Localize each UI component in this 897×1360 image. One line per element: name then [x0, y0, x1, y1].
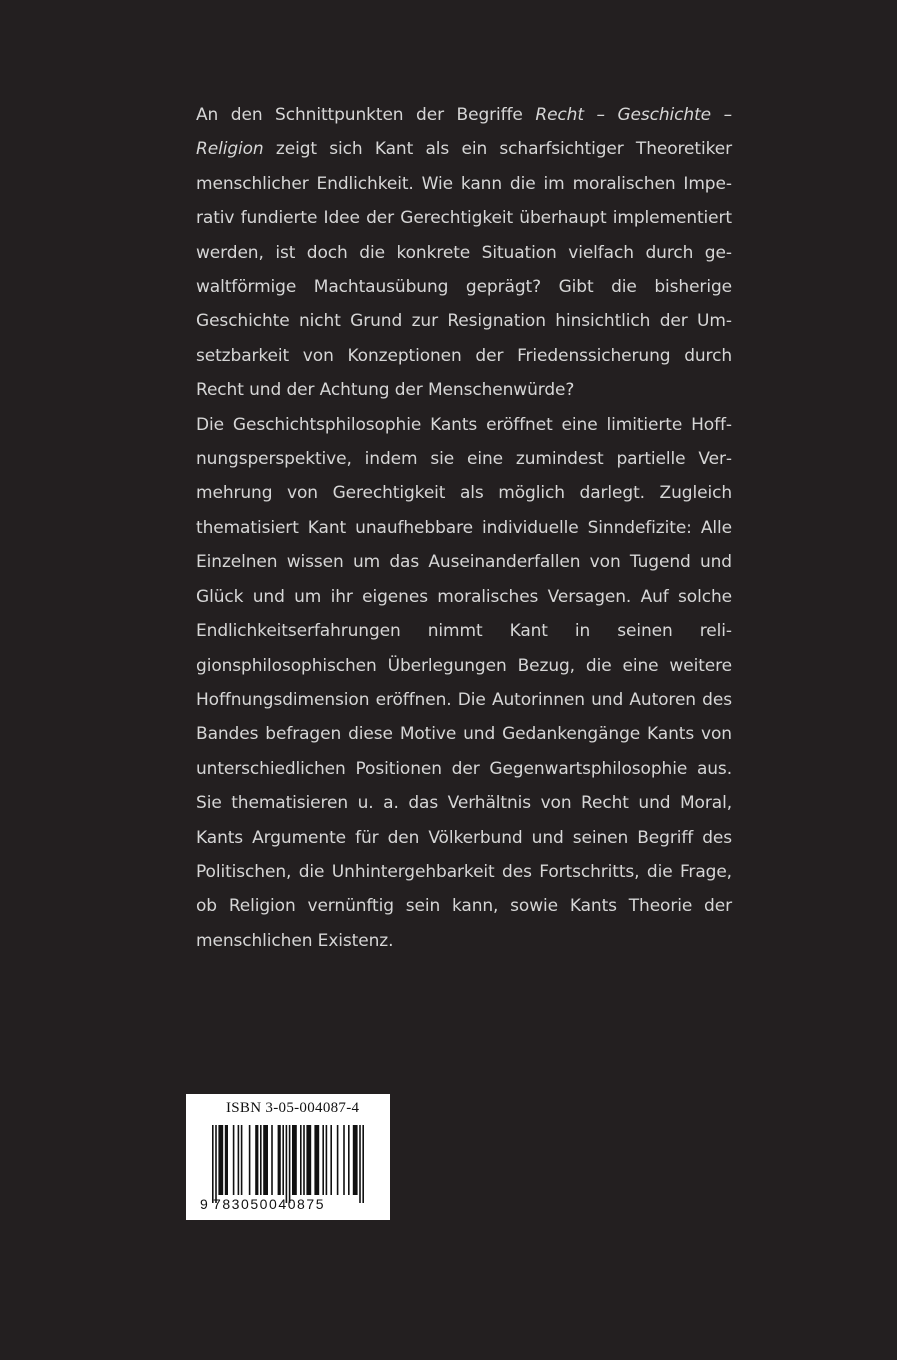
- barcode-bar: [225, 1125, 228, 1195]
- barcode-bar: [263, 1125, 268, 1195]
- barcode-bar: [322, 1125, 324, 1195]
- barcode-bar: [218, 1125, 223, 1195]
- blurb-paragraph-1-text: zeigt sich Kant als ein scharfsichtiger Theoretiker menschlicher Endlichkeit. Wie kann die im moralischen Imperativ fundierte Idee der Gerechtigkeit überhaupt implementiert werden, ist doch die konkrete Situation vielfach durch gewaltförmige Machtausübung geprägt? Gibt die bisherige Geschichte nicht Grund zur Resignation hinsichtlich der Umsetzbarkeit von Konzeptionen der Friedenssicherung durch Recht und der Achtung der Menschenwürde?: [196, 139, 732, 401]
- isbn-label: ISBN 3-05-004087-4: [226, 1100, 360, 1116]
- blurb-paragraph-1: [196, 98, 732, 408]
- ean-remaining-digits: 783050040875: [213, 1196, 326, 1212]
- barcode-bar: [249, 1125, 251, 1195]
- barcode-bar: [343, 1125, 345, 1195]
- barcode-bar: [282, 1125, 284, 1195]
- barcode-bar: [271, 1125, 273, 1195]
- blurb-intro: An den Schnittpunkten der Begriffe: [196, 105, 536, 125]
- barcode-bar: [255, 1125, 258, 1195]
- barcode-bar: [303, 1125, 305, 1195]
- ean-barcode: [212, 1125, 364, 1203]
- barcode-bar: [278, 1125, 281, 1195]
- barcode-guard-bar: [286, 1125, 288, 1203]
- ean-first-digit: 9: [200, 1196, 208, 1212]
- barcode-bar: [314, 1125, 319, 1195]
- barcode-bar: [353, 1125, 358, 1195]
- barcode-guard-bar: [362, 1125, 364, 1203]
- barcode-panel: [186, 1094, 390, 1220]
- blurb-text: [196, 98, 732, 958]
- barcode-bar: [292, 1125, 297, 1195]
- barcode-bar: [330, 1125, 332, 1195]
- barcode-bar: [348, 1125, 350, 1195]
- blurb-key-terms: Recht – Geschichte – Religion: [196, 105, 732, 160]
- barcode-bar: [233, 1125, 235, 1195]
- barcode-bar: [260, 1125, 262, 1195]
- barcode-bar: [326, 1125, 328, 1195]
- blurb-paragraph-2: Die Geschichtsphilosophie Kants eröffnet eine limitierte Hoffnungsperspektive, indem sie eine zumindest partielle Vermehrung von Gerechtigkeit als möglich darlegt. Zugleich thematisiert Kant unaufhebbare individuelle Sinndefizite: Alle Einzelnen wissen um das Auseinanderfallen von Tugend und Glück und um ihr eigenes moralisches Versagen. Auf solche Endlichkeitserfahrungen nimmt Kant in seinen religionsphilosophischen Überlegungen Bezug, die eine weitere Hoffnungsdimension eröffnen. Die Autorinnen und Autoren des Bandes befragen diese Motive und Gedankengänge Kants von unterschiedlichen Positionen der Gegenwartsphilosophie aus. Sie thematisieren u. a. das Verhältnis von Recht und Moral, Kants Argumente für den Völkerbund und seinen Begriff des Politischen, die Unhintergehbarkeit des Fortschritts, die Frage, ob Religion vernünftig sein kann, sowie Kants Theorie der menschlichen Existenz.: [196, 414, 732, 951]
- barcode-bar: [337, 1125, 339, 1195]
- barcode-guard-bar: [212, 1125, 214, 1203]
- barcode-guard-bar: [215, 1125, 217, 1203]
- barcode-guard-bar: [289, 1125, 291, 1203]
- barcode-bar: [241, 1125, 243, 1195]
- barcode-guard-bar: [359, 1125, 361, 1203]
- barcode-bar: [300, 1125, 302, 1195]
- barcode-bar: [238, 1125, 240, 1195]
- barcode-bar: [306, 1125, 311, 1195]
